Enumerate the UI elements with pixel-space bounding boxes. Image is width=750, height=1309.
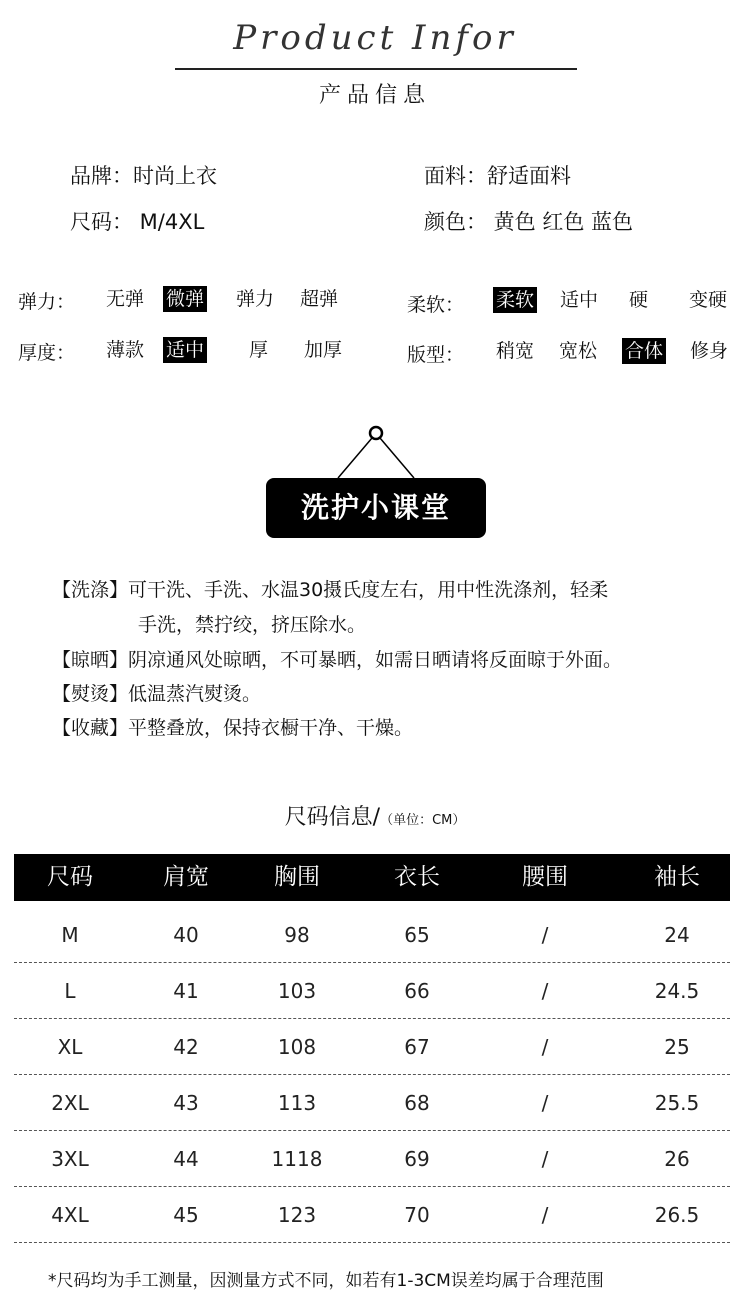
size-unit: （单位：CM） xyxy=(380,813,466,828)
table-cell: L xyxy=(64,979,76,1003)
table-cell: 1118 xyxy=(271,1147,323,1171)
table-cell: 68 xyxy=(404,1091,430,1115)
column-header: 袖长 xyxy=(654,864,700,890)
table-cell: 3XL xyxy=(51,1147,89,1171)
table-cell: 40 xyxy=(173,923,199,947)
table-cell: 26 xyxy=(664,1147,690,1171)
size-table-title xyxy=(0,800,750,831)
care-store-line: 【收藏】平整叠放，保持衣橱干净、干燥。 xyxy=(52,717,414,739)
softness-option-selected: 柔软 xyxy=(493,287,537,313)
column-header: 肩宽 xyxy=(163,864,209,890)
fit-option: 修身 xyxy=(690,340,729,362)
hanger-icon xyxy=(330,420,422,482)
page-title: 产品信息 xyxy=(318,83,431,108)
color-info: 颜色： 黄色 红色 蓝色 xyxy=(424,210,634,234)
thickness-option: 薄款 xyxy=(106,339,145,361)
table-cell: 26.5 xyxy=(654,1203,700,1227)
softness-option: 变硬 xyxy=(689,289,728,311)
thickness-option: 厚 xyxy=(249,339,269,361)
column-header: 腰围 xyxy=(522,864,568,890)
elasticity-label: 弹力： xyxy=(18,291,76,313)
table-cell: 113 xyxy=(277,1091,317,1115)
fit-option: 稍宽 xyxy=(496,340,535,362)
column-header: 胸围 xyxy=(274,864,320,890)
table-cell: M xyxy=(61,923,79,947)
thickness-option: 加厚 xyxy=(304,339,343,361)
table-cell: 103 xyxy=(277,979,317,1003)
table-cell: 43 xyxy=(173,1091,199,1115)
thickness-option-selected: 适中 xyxy=(163,337,207,363)
table-cell: / xyxy=(541,1035,549,1059)
care-title-sign: 洗护小课堂 xyxy=(266,478,486,538)
table-cell: / xyxy=(541,923,549,947)
elasticity-option: 弹力 xyxy=(236,288,275,310)
brand-info: 品牌：时尚上衣 xyxy=(70,164,217,188)
title-underline xyxy=(175,68,577,70)
size-info: 尺码： M/4XL xyxy=(70,210,205,234)
fit-label: 版型： xyxy=(407,344,465,366)
table-row xyxy=(14,1131,730,1187)
table-cell: 65 xyxy=(404,923,430,947)
care-wash-line: 【洗涤】可干洗、手洗、水温30摄氏度左右，用中性洗涤剂，轻柔 xyxy=(52,579,609,601)
elasticity-option: 无弹 xyxy=(106,288,145,310)
table-cell: 25 xyxy=(664,1035,690,1059)
table-cell: 44 xyxy=(173,1147,199,1171)
table-row xyxy=(14,1075,730,1131)
table-cell: 41 xyxy=(173,979,199,1003)
size-footnote: *尺码均为手工测量，因测量方式不同，如若有1-3CM误差均属于合理范围 xyxy=(48,1271,604,1291)
fabric-info: 面料：舒适面料 xyxy=(424,164,571,188)
thickness-label: 厚度： xyxy=(18,342,76,364)
softness-option: 硬 xyxy=(629,289,649,311)
care-wash-line-cont: 手洗，禁拧绞，挤压除水。 xyxy=(138,614,367,636)
table-cell: 69 xyxy=(404,1147,430,1171)
care-iron-line: 【熨烫】低温蒸汽熨烫。 xyxy=(52,683,262,705)
table-cell: 98 xyxy=(284,923,310,947)
table-cell: 24.5 xyxy=(654,979,700,1003)
table-cell: 67 xyxy=(404,1035,430,1059)
table-cell: 108 xyxy=(277,1035,317,1059)
table-cell: 42 xyxy=(173,1035,199,1059)
elasticity-option: 超弹 xyxy=(300,288,339,310)
softness-label: 柔软： xyxy=(407,294,465,316)
table-row xyxy=(14,1019,730,1075)
softness-option: 适中 xyxy=(560,289,599,311)
care-dry-line: 【晾晒】阴凉通风处晾晒，不可暴晒，如需日晒请将反面晾于外面。 xyxy=(52,649,623,671)
script-title: Product Infor xyxy=(233,18,517,58)
table-cell: 2XL xyxy=(51,1091,89,1115)
table-cell: / xyxy=(541,1147,549,1171)
table-cell: / xyxy=(541,1091,549,1115)
table-cell: 66 xyxy=(404,979,430,1003)
column-header: 尺码 xyxy=(47,864,93,890)
row-divider xyxy=(14,1242,730,1243)
table-cell: 4XL xyxy=(51,1203,89,1227)
table-cell: XL xyxy=(57,1035,83,1059)
table-cell: 123 xyxy=(277,1203,317,1227)
table-row xyxy=(14,963,730,1019)
table-cell: 70 xyxy=(404,1203,430,1227)
fit-option-selected: 合体 xyxy=(622,338,666,364)
table-cell: 24 xyxy=(664,923,690,947)
elasticity-option-selected: 微弹 xyxy=(163,286,207,312)
table-row xyxy=(14,907,730,963)
table-cell: / xyxy=(541,979,549,1003)
table-cell: / xyxy=(541,1203,549,1227)
column-header: 衣长 xyxy=(394,864,440,890)
size-title-text: 尺码信息/ xyxy=(284,805,381,830)
fit-option: 宽松 xyxy=(559,340,598,362)
table-cell: 45 xyxy=(173,1203,199,1227)
table-row xyxy=(14,1187,730,1243)
table-cell: 25.5 xyxy=(654,1091,700,1115)
